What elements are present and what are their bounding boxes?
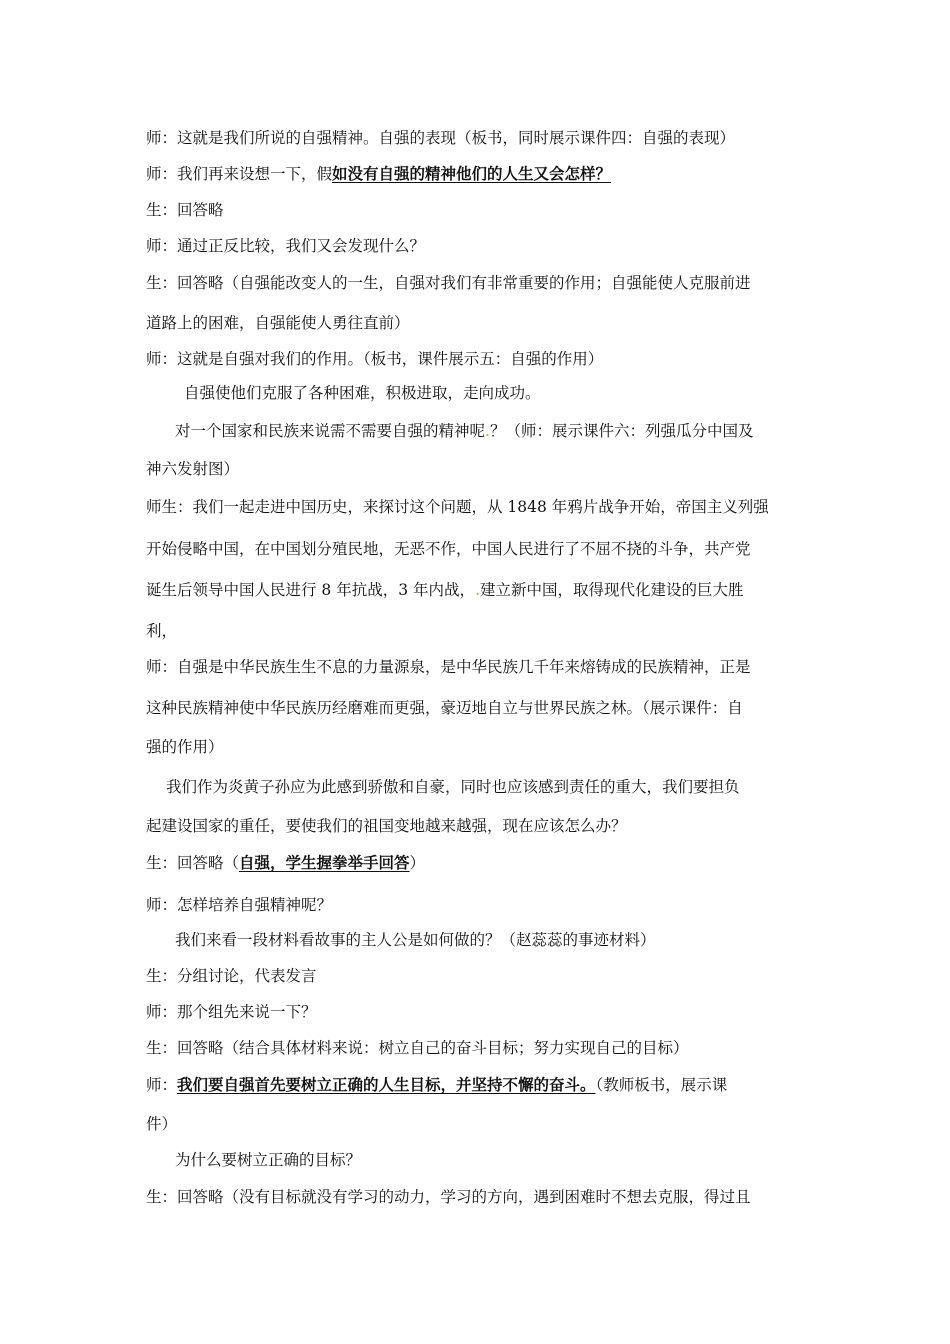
- text-line: [146, 966, 317, 986]
- emphasized-text: 如没有自强的精神他们的人生又会怎样？: [332, 164, 612, 183]
- line-text: 道路上的困难，自强能使人勇往直前）: [146, 314, 410, 332]
- line-text: 师：这就是我们所说的自强精神。自强的表现（板书，同时展示课件四：自强的表现）: [146, 129, 736, 147]
- text-line: [146, 164, 611, 184]
- text-line: [146, 273, 751, 293]
- line-text: 我们来看一段材料看故事的主人公是如何做的？（赵蕊蕊的事迹材料）: [175, 931, 656, 949]
- line-text: 对一个国家和民族来说需不需要自强的精神呢: [175, 422, 486, 440]
- line-text: 生：回答略（自强能改变人的一生，自强对我们有非常重要的作用；自强能使人克服前进: [146, 274, 751, 292]
- line-text: 开始侵略中国，在中国划分殖民地，无恶不作，中国人民进行了不屈不挠的斗争，共产党: [146, 540, 751, 558]
- text-line: [146, 580, 743, 600]
- line-text: 师：: [146, 1076, 178, 1094]
- line-text: 强的作用）: [146, 738, 224, 756]
- line-text: 师：怎样培养自强精神呢？: [146, 896, 333, 914]
- text-line: [146, 895, 332, 915]
- text-line: [146, 313, 410, 333]
- text-line: [146, 1038, 689, 1058]
- text-line: [146, 737, 224, 757]
- text-line: [184, 383, 541, 403]
- line-text: 生：回答略（结合具体材料来说：树立自己的奋斗目标；努力实现自己的目标）: [146, 1039, 689, 1057]
- text-line: [146, 539, 751, 559]
- line-text: 利，: [146, 622, 178, 640]
- text-line: [146, 657, 751, 677]
- stray-mark: .: [475, 581, 480, 599]
- line-text: 师：我们再来设想一下，假: [146, 165, 333, 183]
- stray-mark: .: [485, 422, 490, 440]
- text-line: [146, 236, 425, 256]
- text-line: [146, 128, 735, 148]
- line-text: 师：通过正反比较，我们又会发现什么？: [146, 237, 426, 255]
- line-text: 自强使他们克服了各种困难，积极进取，走向成功。: [184, 384, 541, 402]
- text-line: [146, 816, 627, 836]
- line-text: 件）: [146, 1115, 178, 1133]
- text-line: [146, 497, 769, 517]
- line-text: 生：分组讨论，代表发言: [146, 967, 317, 985]
- text-line: [175, 1150, 361, 1170]
- text-line: [146, 200, 224, 220]
- line-text: 生：回答略: [146, 201, 224, 219]
- text-line: [146, 1075, 727, 1095]
- line-text: 师：这就是自强对我们的作用。（板书，课件展示五：自强的作用）: [146, 350, 604, 368]
- line-text: 起建设国家的重任，要使我们的祖国变地越来越强，现在应该怎么办？: [146, 817, 627, 835]
- line-text: ）: [409, 854, 426, 872]
- line-text: 神六发射图）: [146, 460, 240, 478]
- emphasized-text: 自强，学生握拳举手回答: [239, 853, 410, 872]
- line-text: 生：回答略（没有目标就没有学习的动力，学习的方向，遇到困难时不想去克服，得过且: [146, 1188, 751, 1206]
- line-text: 我们作为炎黄子孙应为此感到骄傲和自豪，同时也应该感到责任的重大，我们要担负: [166, 778, 740, 796]
- line-text: 生：回答略（: [146, 854, 240, 872]
- emphasized-text: 我们要自强首先要树立正确的人生目标，并坚持不懈的奋斗。: [177, 1075, 596, 1094]
- text-line: [146, 1187, 751, 1207]
- text-line: [166, 777, 740, 797]
- text-line: [146, 1114, 177, 1134]
- line-text: 建立新中国，取得现代化建设的巨大胜: [479, 581, 744, 599]
- line-text: 为什么要树立正确的目标？: [175, 1151, 362, 1169]
- line-text: （教师板书，展示课: [595, 1076, 728, 1094]
- text-line: [146, 459, 239, 479]
- text-line: [146, 349, 603, 369]
- text-line: [146, 698, 743, 718]
- line-text: ？（师：展示课件六：列强瓜分中国及: [489, 422, 754, 440]
- text-line: [146, 853, 425, 873]
- text-line: [146, 1002, 317, 1022]
- text-line: [175, 421, 753, 441]
- line-text: 这种民族精神使中华民族历经磨难而更强，豪迈地自立与世界民族之林。（展示课件：自: [146, 699, 743, 717]
- line-text: 师：自强是中华民族生生不息的力量源泉，是中华民族几千年来熔铸成的民族精神，正是: [146, 658, 751, 676]
- line-text: 师生：我们一起走进中国历史，来探讨这个问题，从 1848 年鸦片战争开始，帝国主义列强: [146, 498, 769, 516]
- line-text: 师：那个组先来说一下？: [146, 1003, 317, 1021]
- text-line: [146, 621, 177, 641]
- text-line: [175, 930, 656, 950]
- line-text: 诞生后领导中国人民进行 8 年抗战，3 年内战，: [146, 581, 476, 599]
